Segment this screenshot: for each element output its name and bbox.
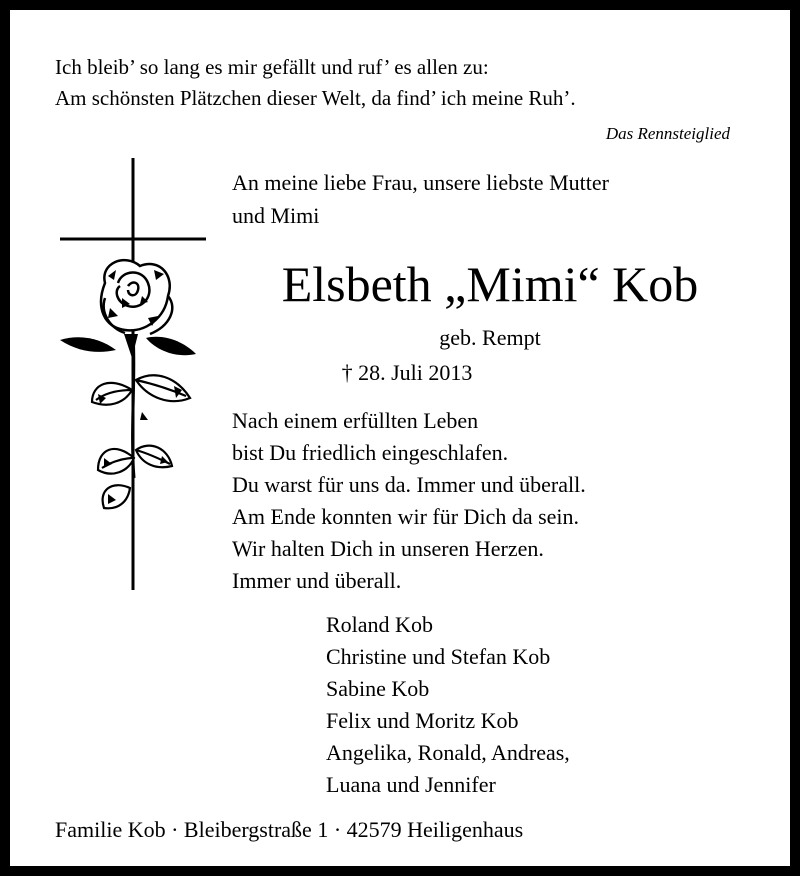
poem-line-1: Nach einem erfüllten Leben [232,408,479,433]
signatory-1: Roland Kob [326,612,433,637]
poem-line-4: Am Ende konnten wir für Dich da sein. [232,504,580,529]
quote-source: Das Rennsteiglied [605,124,730,143]
intro-line-1: An meine liebe Frau, unsere liebste Mutter [232,170,609,195]
signatory-2: Christine und Stefan Kob [326,644,551,669]
signatory-6: Luana und Jennifer [326,772,496,797]
poem-line-6: Immer und überall. [232,568,402,593]
death-date: † 28. Juli 2013 [341,360,473,385]
quote-line-2: Am schönsten Plätzchen dieser Welt, da find’ ich meine Ruh’. [55,86,576,110]
signatory-4: Felix und Moritz Kob [326,708,519,733]
birth-name: geb. Rempt [439,325,541,350]
poem-line-3: Du warst für uns da. Immer und überall. [232,472,586,497]
poem-line-5: Wir halten Dich in unseren Herzen. [232,536,544,561]
intro-line-2: und Mimi [232,203,320,228]
poem-line-2: bist Du friedlich eingeschlafen. [232,440,509,465]
signatory-5: Angelika, Ronald, Andreas, [326,740,570,765]
quote-line-1: Ich bleib’ so lang es mir gefällt und ruf’ es allen zu: [55,55,489,79]
deceased-name: Elsbeth „Mimi“ Kob [281,256,699,312]
family-address: Familie Kob · Bleibergstraße 1 · 42579 Heiligenhaus [55,817,524,842]
signatory-3: Sabine Kob [326,676,430,701]
